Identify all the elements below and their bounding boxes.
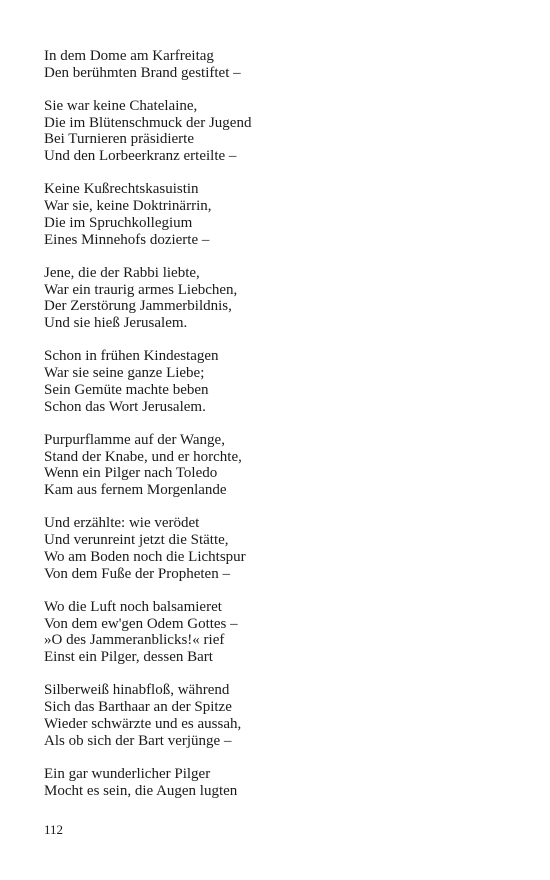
verse-line: Sie war keine Chatelaine, <box>44 97 198 114</box>
verse-line: Von dem Fuße der Propheten – <box>44 565 230 582</box>
stanza <box>44 48 514 82</box>
verse-line: Sich das Barthaar an der Spitze <box>44 699 232 716</box>
verse-line: War ein traurig armes Liebchen, <box>44 281 238 298</box>
verse-line: Den berühmten Brand gestiftet – <box>44 64 241 81</box>
verse-line: Von dem ew'gen Odem Gottes – <box>44 615 238 632</box>
verse-line: War sie, keine Doktrinärrin, <box>44 198 212 215</box>
stanza <box>44 515 514 582</box>
verse-line: Mocht es sein, die Augen lugten <box>44 782 238 799</box>
verse-line: Die im Spruchkollegium <box>44 214 193 231</box>
verse-line: Wo die Luft noch balsamieret <box>44 598 222 615</box>
verse-line: Und verunreint jetzt die Stätte, <box>44 532 229 549</box>
verse-line: In dem Dome am Karfreitag <box>44 48 214 64</box>
verse-line: Der Zerstörung Jammerbildnis, <box>44 298 232 315</box>
verse-line: Kam aus fernem Morgenlande <box>44 482 227 499</box>
verse-line: Wenn ein Pilger nach Toledo <box>44 465 218 482</box>
verse-line: Und sie hieß Jerusalem. <box>44 315 188 332</box>
stanza <box>44 766 514 800</box>
verse-line: Wo am Boden noch die Lichtspur <box>44 548 246 565</box>
verse-line: Als ob sich der Bart verjünge – <box>44 732 232 749</box>
verse-line: Bei Turnieren präsidierte <box>44 131 194 148</box>
verse-line: »O des Jammeranblicks!« rief <box>44 632 225 649</box>
verse-line: War sie seine ganze Liebe; <box>44 365 205 382</box>
verse-line: Wieder schwärzte und es aussah, <box>44 715 242 732</box>
verse-line: Keine Kußrechtskasuistin <box>44 181 199 198</box>
page-number: 112 <box>44 822 64 837</box>
poem-text <box>44 48 514 816</box>
verse-line: Silberweiß hinabfloß, während <box>44 682 230 699</box>
verse-line: Einst ein Pilger, dessen Bart <box>44 649 213 666</box>
verse-line: Schon das Wort Jerusalem. <box>44 398 206 415</box>
stanza <box>44 265 514 332</box>
stanza <box>44 432 514 499</box>
verse-line: Und erzählte: wie verödet <box>44 515 200 532</box>
verse-line: Purpurflamme auf der Wange, <box>44 431 225 448</box>
stanza <box>44 599 514 666</box>
verse-line: Ein gar wunderlicher Pilger <box>44 765 211 782</box>
verse-line: Eines Minnehofs dozierte – <box>44 231 210 248</box>
stanza <box>44 682 514 749</box>
verse-line: Stand der Knabe, und er horchte, <box>44 448 242 465</box>
stanza <box>44 181 514 248</box>
verse-line: Jene, die der Rabbi liebte, <box>44 264 200 281</box>
stanza <box>44 348 514 415</box>
stanza <box>44 98 514 165</box>
verse-line: Sein Gemüte machte beben <box>44 381 209 398</box>
verse-line: Die im Blütenschmuck der Jugend <box>44 114 252 131</box>
verse-line: Schon in frühen Kindestagen <box>44 348 219 365</box>
verse-line: Und den Lorbeerkranz erteilte – <box>44 148 237 165</box>
